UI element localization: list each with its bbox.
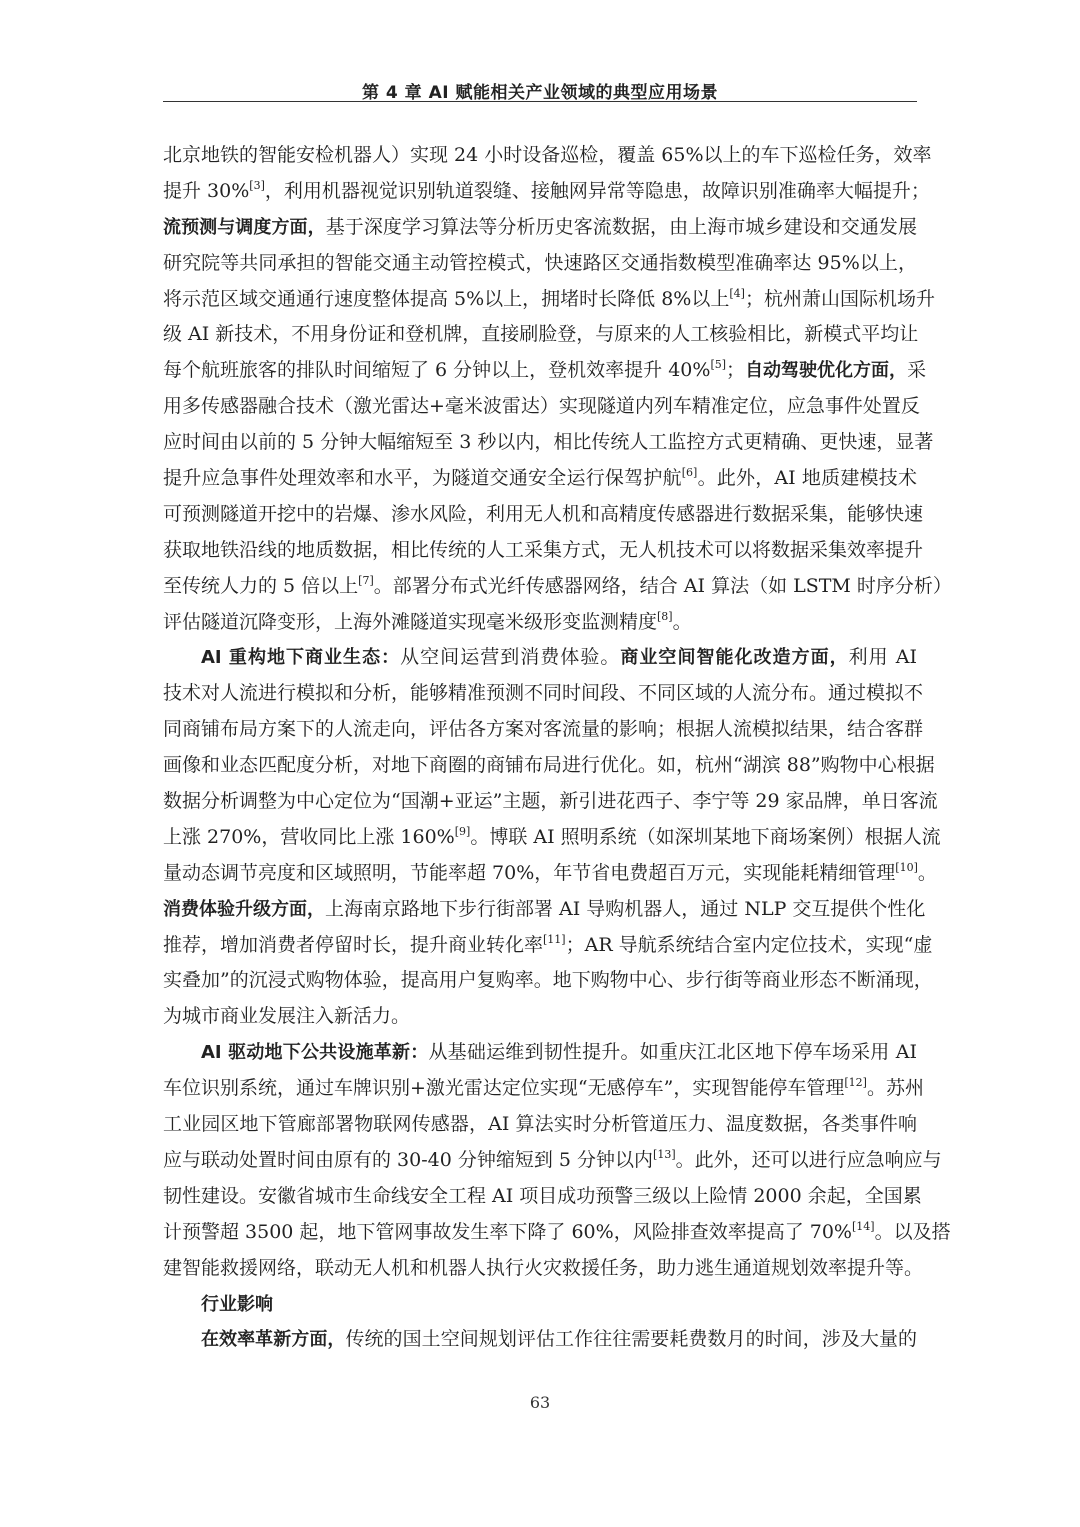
bold-heading: AI 重构地下商业生态： xyxy=(201,647,401,669)
bold-heading: 在效率革新方面， xyxy=(201,1329,346,1351)
text-span: 画像和业态匹配度分析，对地下商圈的商铺布局进行优化。如，杭州“湖滨 88”购物中心根据 xyxy=(163,754,935,777)
text-span: 计预警超 3500 起，地下管网事故发生率下降了 60%，风险排查效率提高了 70% xyxy=(163,1220,852,1243)
text-line xyxy=(163,1287,917,1323)
text-line xyxy=(163,1107,917,1143)
text-line xyxy=(163,712,924,748)
text-span: 利用 AI xyxy=(848,646,917,669)
text-line xyxy=(163,605,917,641)
text-line xyxy=(163,138,932,174)
text-line xyxy=(163,856,937,892)
text-line xyxy=(163,676,924,712)
text-span: 从基础运维到韧性提升。如重庆江北区地下停车场采用 AI xyxy=(428,1041,917,1064)
text-line xyxy=(163,820,941,856)
text-line xyxy=(163,928,933,964)
citation-ref: [12] xyxy=(844,1076,867,1090)
citation-ref: [3] xyxy=(249,178,265,192)
text-line xyxy=(163,999,917,1035)
text-span: 。 xyxy=(917,861,937,884)
text-line xyxy=(163,1143,942,1179)
body-text xyxy=(163,138,952,1358)
text-span: 研究院等共同承担的智能交通主动管控模式，快速路区交通指数模型准确率达 95%以上， xyxy=(163,251,917,274)
text-span: 可预测隧道开挖中的岩爆、渗水风险，利用无人机和高精度传感器进行数据采集，能够快速 xyxy=(163,502,924,525)
text-span: 。此外，还可以进行应急响应与 xyxy=(675,1148,942,1171)
bold-heading: 自动驾驶优化方面， xyxy=(745,360,908,382)
text-line xyxy=(163,963,933,999)
text-line xyxy=(163,461,917,497)
text-line xyxy=(163,1179,922,1215)
text-span: 传统的国土空间规划评估工作往往需要耗费数月的时间，涉及大量的 xyxy=(345,1328,917,1351)
text-span: 技术对人流进行模拟和分析，能够精准预测不同时间段、不同区域的人流分布。通过模拟不 xyxy=(163,682,924,705)
text-line xyxy=(163,640,917,676)
text-span: 至传统人力的 5 倍以上 xyxy=(163,574,359,597)
text-line xyxy=(163,389,920,425)
text-span: 从空间运营到消费体验。 xyxy=(400,646,621,669)
text-line xyxy=(163,569,952,605)
bold-heading: AI 驱动地下公共设施革新： xyxy=(201,1042,429,1064)
bold-heading: 商业空间智能化改造方面， xyxy=(620,647,849,669)
text-span: 数据分析调整为中心定位为“国潮+亚运”主题，新引进花西子、李宁等 29 家品牌，单日客流 xyxy=(163,790,938,813)
citation-ref: [10] xyxy=(895,860,918,874)
citation-ref: [8] xyxy=(657,609,673,623)
text-span: 上涨 270%，营收同比上涨 160% xyxy=(163,825,455,848)
text-span: 用多传感器融合技术（激光雷达+毫米波雷达）实现隧道内列车精准定位，应急事件处置反 xyxy=(163,395,920,418)
text-span: 提升 30% xyxy=(163,179,250,202)
text-line xyxy=(163,353,927,389)
text-line xyxy=(163,425,934,461)
header-rule xyxy=(163,101,917,102)
text-span: 。 xyxy=(672,610,692,633)
text-span: 。部署分布式光纤传感器网络，结合 AI 算法（如 LSTM 时序分析） xyxy=(373,574,952,597)
text-span: 车位识别系统，通过车牌识别+激光雷达定位实现“无感停车”，实现智能停车管理 xyxy=(163,1077,845,1100)
text-line xyxy=(163,1322,917,1358)
text-line xyxy=(163,533,924,569)
page-number: 63 xyxy=(529,1393,551,1412)
citation-ref: [9] xyxy=(454,824,471,838)
citation-ref: [13] xyxy=(653,1147,676,1161)
text-line xyxy=(163,784,938,820)
text-line xyxy=(163,1071,924,1107)
text-span: 。此外，AI 地质建模技术 xyxy=(697,467,917,490)
text-span: 获取地铁沿线的地质数据，相比传统的人工采集方式，无人机技术可以将数据采集效率提升 xyxy=(163,538,924,561)
text-span: 为城市商业发展注入新活力。 xyxy=(163,1005,411,1028)
text-line xyxy=(163,174,930,210)
citation-ref: [5] xyxy=(710,358,727,372)
text-span: 采 xyxy=(907,359,927,382)
text-line xyxy=(163,1035,917,1071)
text-span: ，利用机器视觉识别轨道裂缝、接触网异常等隐患，故障识别准确率大幅提升； xyxy=(264,179,930,202)
text-span: 建智能救援网络，联动无人机和机器人执行火灾救援任务，助力逃生通道规划效率提升等。 xyxy=(163,1256,924,1279)
text-line xyxy=(163,497,924,533)
text-span: 应时间由以前的 5 分钟大幅缩短至 3 秒以内，相比传统人工监控方式更精确、更快速，显著 xyxy=(163,431,934,454)
citation-ref: [11] xyxy=(543,932,566,946)
text-span: 提升应急事件处理效率和水平，为隧道交通安全运行保驾护航 xyxy=(163,467,682,490)
text-span: 每个航班旅客的排队时间缩短了 6 分钟以上，登机效率提升 40% xyxy=(163,359,711,382)
text-span: 上海南京路地下步行街部署 AI 导购机器人，通过 NLP 交互提供个性化 xyxy=(325,897,926,920)
text-span: 。博联 AI 照明系统（如深圳某地下商场案例）根据人流 xyxy=(470,825,941,848)
text-line xyxy=(163,892,926,928)
text-span: 。以及搭 xyxy=(874,1220,951,1243)
text-span: ；AR 导航系统结合室内定位技术，实现“虚 xyxy=(565,933,933,956)
text-span: 推荐，增加消费者停留时长，提升商业转化率 xyxy=(163,933,544,956)
bold-heading: 行业影响 xyxy=(201,1293,273,1315)
text-span: 级 AI 新技术，不用身份证和登机牌，直接刷脸登，与原来的人工核验相比，新模式平均让 xyxy=(163,323,919,346)
bold-heading: 流预测与调度方面， xyxy=(163,216,326,238)
text-line xyxy=(163,317,917,353)
text-span: 评估隧道沉降变形，上海外滩隧道实现毫米级形变监测精度 xyxy=(163,610,658,633)
text-line xyxy=(163,282,935,318)
citation-ref: [4] xyxy=(729,286,745,300)
citation-ref: [6] xyxy=(681,466,698,480)
text-span: 。苏州 xyxy=(866,1077,924,1100)
citation-ref: [14] xyxy=(851,1219,875,1233)
text-span: 北京地铁的智能安检机器人）实现 24 小时设备巡检，覆盖 65%以上的车下巡检任务，效率 xyxy=(163,144,932,166)
citation-ref: [7] xyxy=(358,573,374,587)
text-line xyxy=(163,1251,924,1287)
text-span: 将示范区域交通通行速度整体提高 5%以上，拥堵时长降低 8%以上 xyxy=(163,287,730,310)
text-span: 应与联动处置时间由原有的 30-40 分钟缩短到 5 分钟以内 xyxy=(163,1148,654,1171)
text-span: 同商铺布局方案下的人流走向，评估各方案对客流量的影响；根据人流模拟结果，结合客群 xyxy=(163,718,924,741)
text-line xyxy=(163,246,917,282)
text-line xyxy=(163,748,935,784)
text-span: 实叠加”的沉浸式购物体验，提高用户复购率。地下购物中心、步行街等商业形态不断涌现， xyxy=(163,969,933,992)
text-span: 量动态调节亮度和区域照明，节能率超 70%，年节省电费超百万元，实现能耗精细管理 xyxy=(163,861,896,884)
text-line xyxy=(163,1215,951,1251)
text-span: 韧性建设。安徽省城市生命线安全工程 AI 项目成功预警三级以上险情 2000 余起，全国累 xyxy=(163,1184,922,1207)
chapter-header: 第 4 章 AI 赋能相关产业领域的典型应用场景 xyxy=(362,83,718,103)
text-span: ； xyxy=(726,359,746,382)
text-line xyxy=(163,210,917,246)
text-span: ；杭州萧山国际机场升 xyxy=(744,287,935,310)
bold-heading: 消费体验升级方面， xyxy=(163,898,325,920)
text-span: 基于深度学习算法等分析历史客流数据，由上海市城乡建设和交通发展 xyxy=(325,215,918,238)
text-span: 工业园区地下管廊部署物联网传感器，AI 算法实时分析管道压力、温度数据，各类事件响 xyxy=(163,1113,917,1136)
